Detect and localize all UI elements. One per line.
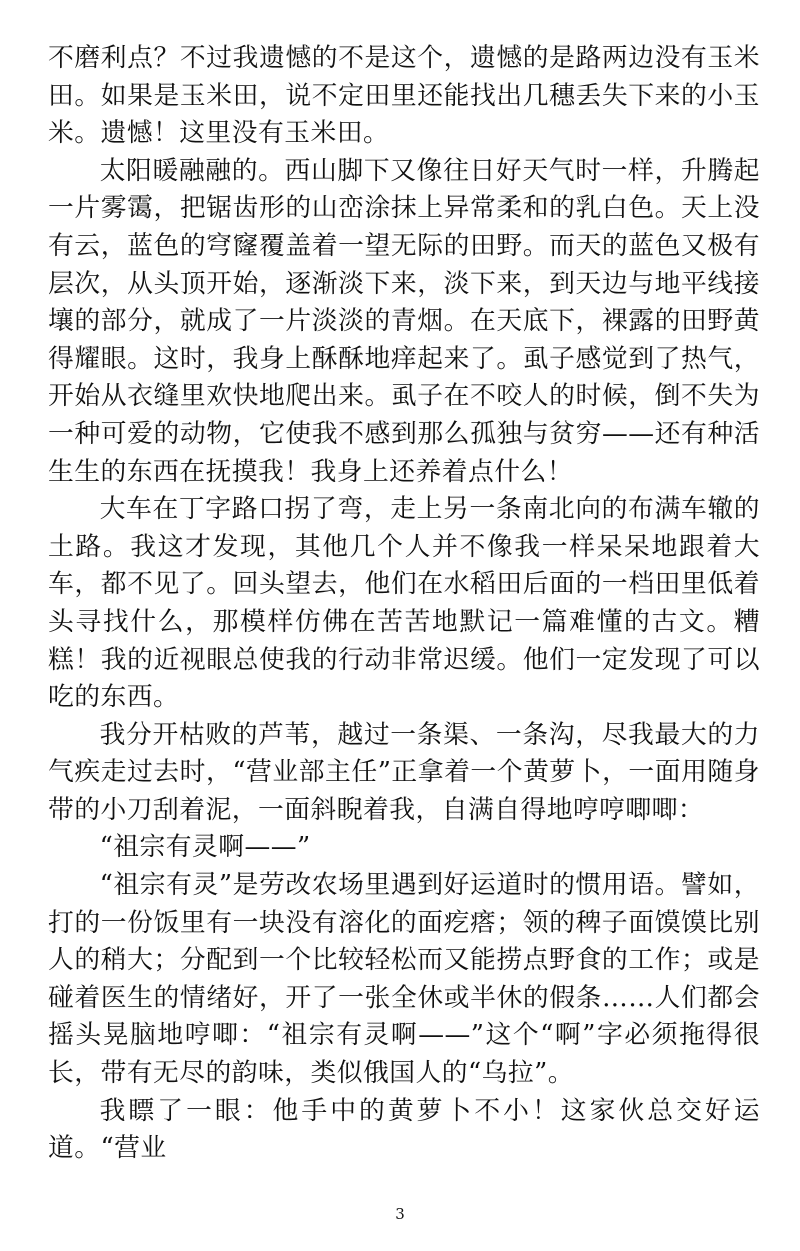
paragraph: 大车在丁字路口拐了弯，走上另一条南北向的布满车辙的土路。我这才发现，其他几个人并不像我一样呆呆地跟着大车，都不见了。回头望去，他们在水稻田后面的一档田里低着头寻找什么，那模样仿佛在苦苦地默记一篇难懂的古文。糟糕！我的近视眼总使我的行动非常迟缓。他们一定发现了可以吃的东西。	[48, 494, 760, 713]
paragraph-continued: 不磨利点？不过我遗憾的不是这个，遗憾的是路两边没有玉米田。如果是玉米田，说不定田里还能找出几穗丢失下来的小玉米。遗憾！这里没有玉米田。	[48, 43, 760, 149]
paragraph: “祖宗有灵”是劳改农场里遇到好运道时的惯用语。譬如，打的一份饭里有一块没有溶化的面疙瘩；领的稗子面馍馍比别人的稍大；分配到一个比较轻松而又能捞点野食的工作；或是碰着医生的情绪好，开了一张全休或半休的假条……人们都会摇头晃脑地哼唧：“祖宗有灵啊——”这个“啊”字必须拖得很长，带有无尽的韵味，类似俄国人的“乌拉”。	[48, 870, 760, 1089]
paragraph: 我分开枯败的芦苇，越过一条渠、一条沟，尽我最大的力气疾走过去时，“营业部主任”正拿着一个黄萝卜，一面用随身带的小刀刮着泥，一面斜睨着我，自满自得地哼哼唧唧：	[48, 719, 760, 825]
paragraph: 太阳暖融融的。西山脚下又像往日好天气时一样，升腾起一片雾霭，把锯齿形的山峦涂抹上异常柔和的乳白色。天上没有云，蓝色的穹窿覆盖着一望无际的田野。而天的蓝色又极有层次，从头顶开始，逐渐淡下来，淡下来，到天边与地平线接壤的部分，就成了一片淡淡的青烟。在天底下，裸露的田野黄得耀眼。这时，我身上酥酥地痒起来了。虱子感觉到了热气，开始从衣缝里欢快地爬出来。虱子在不咬人的时候，倒不失为一种可爱的动物，它使我不感到那么孤独与贫穷——还有种活生生的东西在抚摸我！我身上还养着点什么！	[48, 155, 760, 487]
page-number: 3	[395, 1205, 405, 1223]
dialogue-line: “祖宗有灵啊——”	[99, 832, 311, 863]
body-text	[48, 40, 760, 1168]
paragraph: 我瞟了一眼：他手中的黄萝卜不小！这家伙总交好运道。“营业	[48, 1095, 760, 1164]
